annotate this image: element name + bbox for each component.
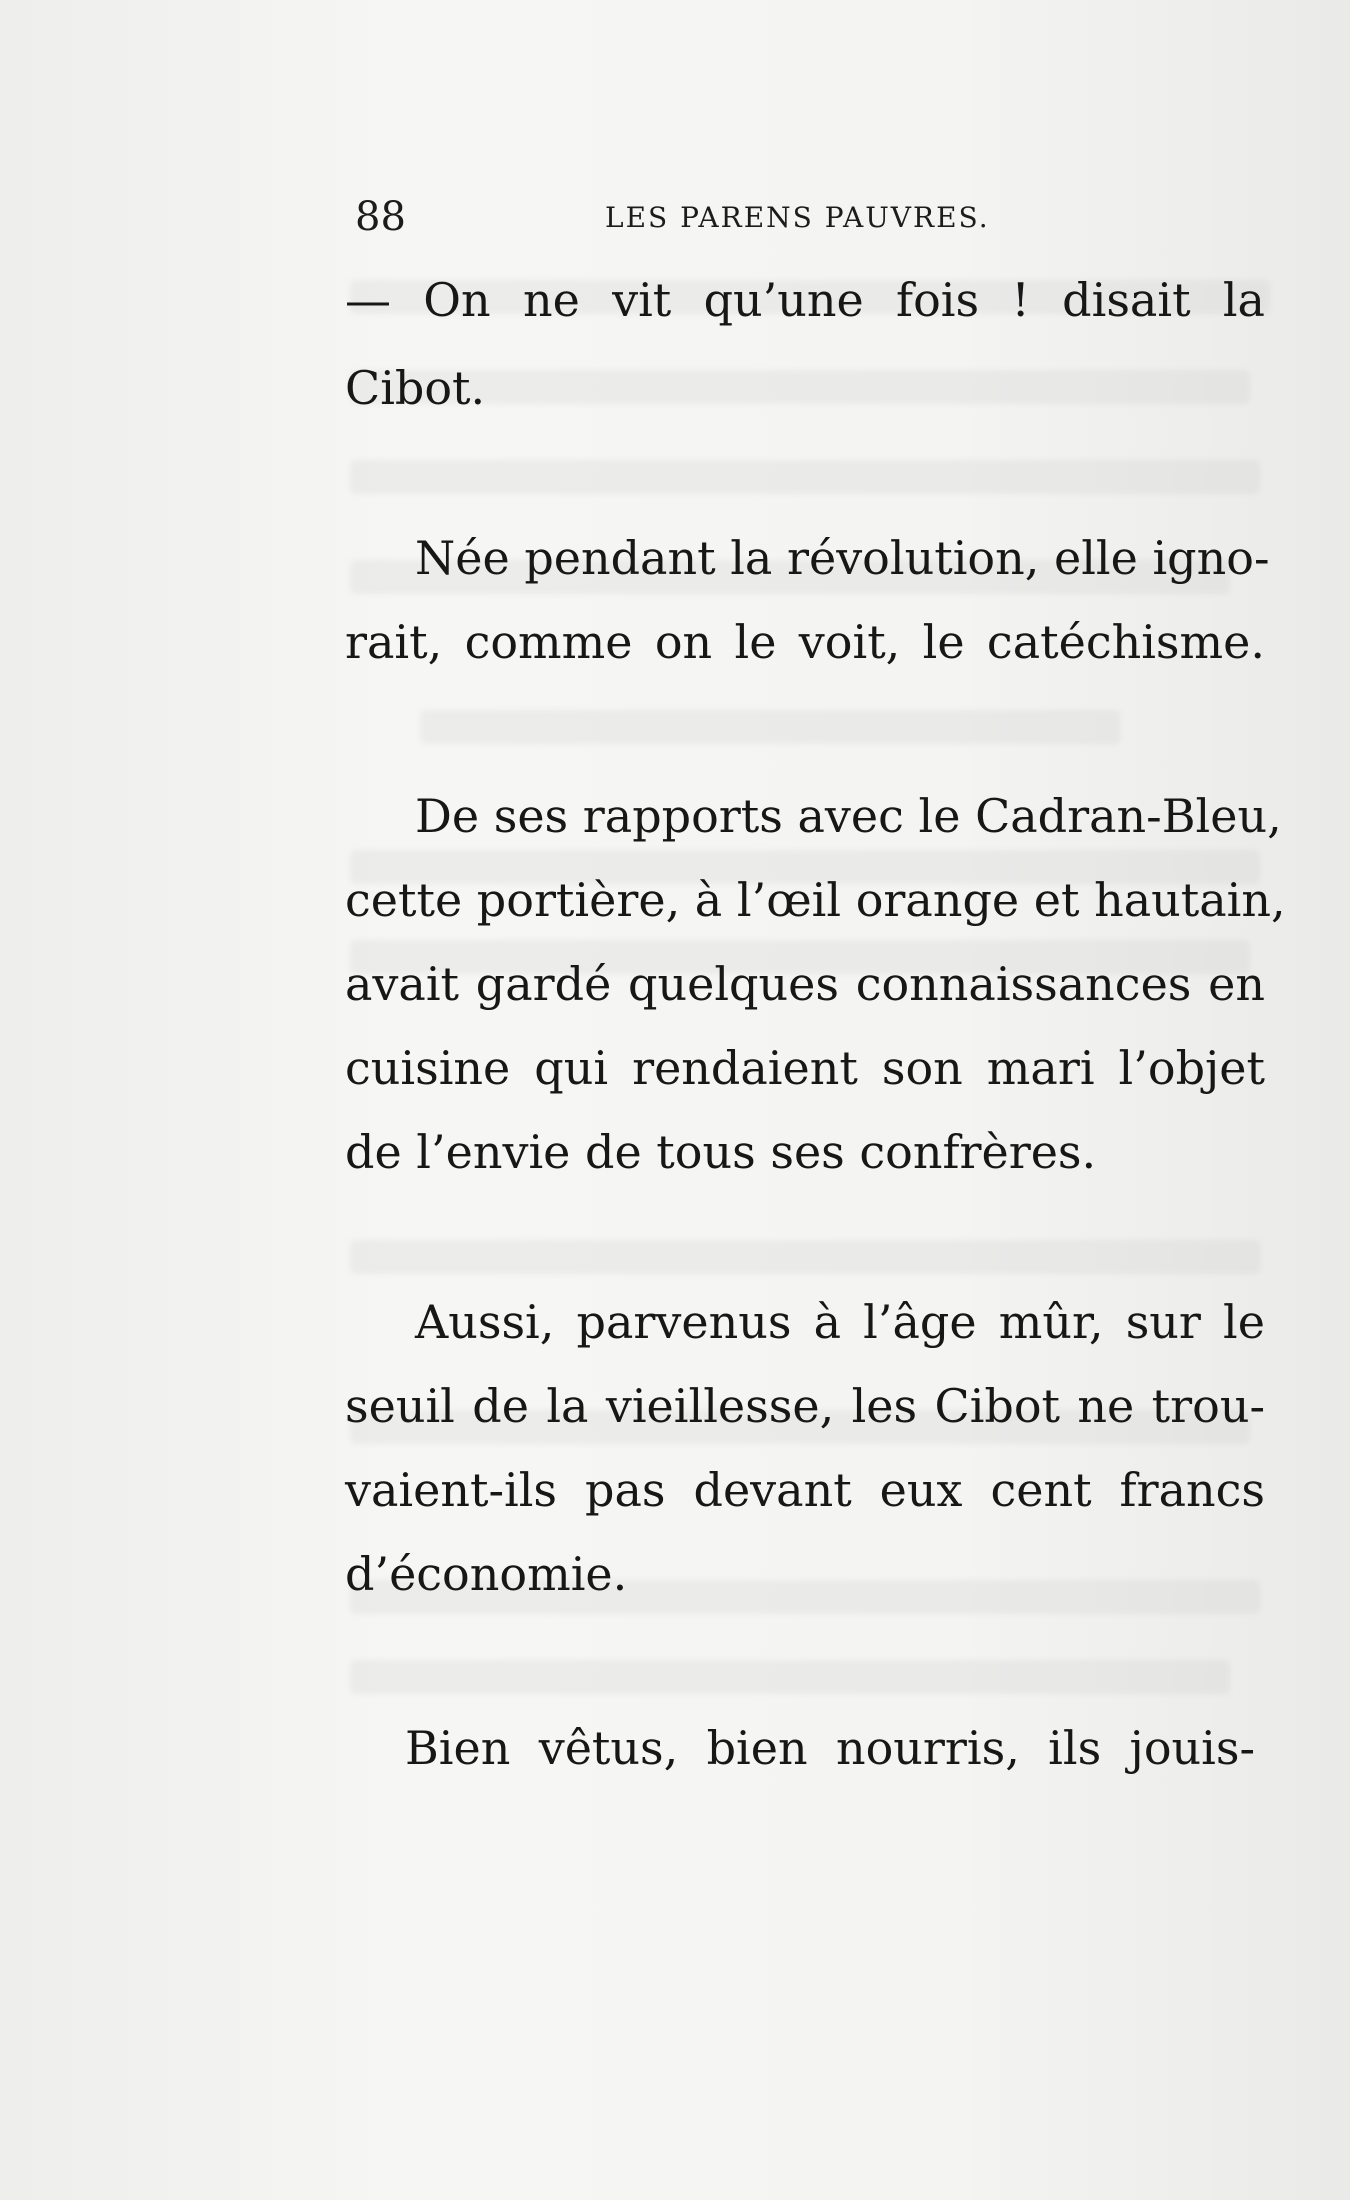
- text-line: cette portière, à l’œil orange et hautain,: [345, 873, 1286, 927]
- running-header: [355, 192, 1055, 242]
- show-through-shadow: [350, 460, 1260, 494]
- text-line: de l’envie de tous ses confrères.: [345, 1125, 1097, 1179]
- text-line: De ses rapports avec le Cadran-Bleu,: [415, 789, 1282, 843]
- text-line: Née pendant la révolution, elle igno-: [415, 531, 1270, 585]
- show-through-shadow: [420, 710, 1120, 744]
- text-line: d’économie.: [345, 1547, 628, 1601]
- show-through-shadow: [350, 1660, 1230, 1694]
- text-line: seuil de la vieillesse, les Cibot ne trou-: [345, 1379, 1265, 1433]
- page-number: 88: [355, 194, 406, 240]
- text-line: Aussi, parvenus à l’âge mûr, sur le: [415, 1295, 1265, 1349]
- text-line: cuisine qui rendaient son mari l’objet: [345, 1041, 1265, 1095]
- text-line: avait gardé quelques connaissances en: [345, 957, 1265, 1011]
- show-through-shadow: [350, 1240, 1260, 1274]
- text-line: rait, comme on le voit, le catéchisme.: [345, 615, 1265, 669]
- text-line: vaient-ils pas devant eux cent francs: [345, 1463, 1265, 1517]
- text-line: Bien vêtus, bien nourris, ils jouis-: [405, 1721, 1255, 1775]
- text-line: Cibot.: [345, 361, 486, 415]
- text-line: — On ne vit qu’une fois ! disait la: [345, 273, 1265, 327]
- running-title: LES PARENS PAUVRES.: [605, 201, 990, 234]
